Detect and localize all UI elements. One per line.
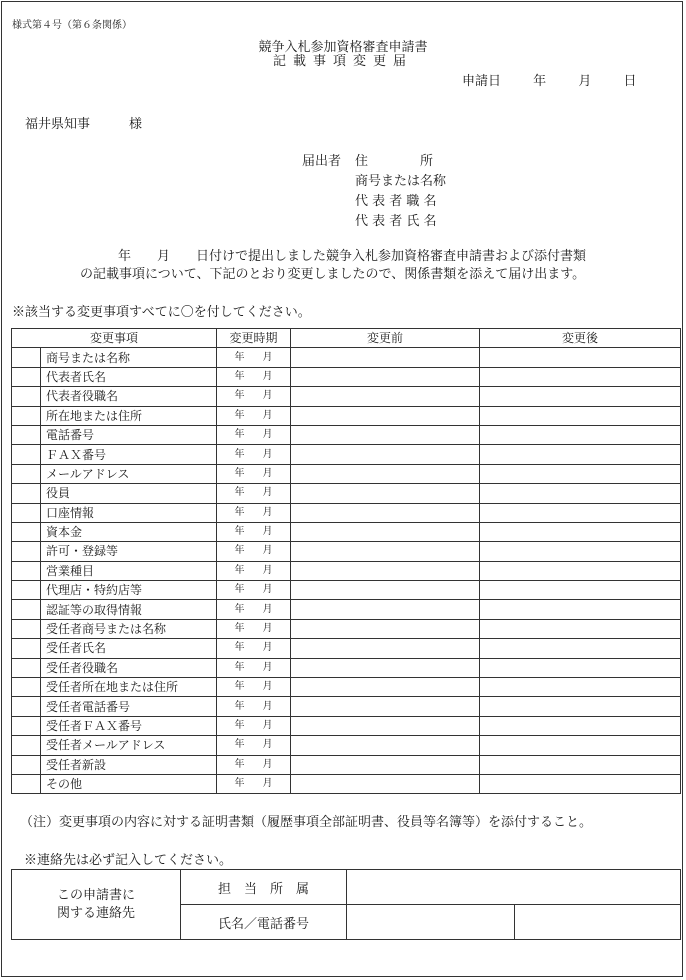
period-year: 年 (234, 506, 245, 518)
change-item-label: 所在地または住所 (41, 406, 217, 425)
before-value-cell[interactable] (291, 581, 480, 600)
change-item-label: 受任者ＦＡＸ番号 (41, 716, 217, 735)
before-value-cell[interactable] (291, 387, 480, 406)
change-item-label: 受任者所在地または住所 (41, 678, 217, 697)
contact-table (11, 869, 681, 940)
change-item-label: 認証等の取得情報 (41, 600, 217, 619)
table-row (12, 445, 681, 464)
period-year: 年 (234, 661, 245, 673)
change-item-label: 受任者電話番号 (41, 697, 217, 716)
table-row (12, 581, 681, 600)
change-item-label: 受任者新設 (41, 755, 217, 774)
table-row (12, 600, 681, 619)
period-year: 年 (234, 545, 245, 557)
period-year: 年 (234, 564, 245, 576)
period-year: 年 (234, 584, 245, 596)
check-mark-cell[interactable] (12, 716, 41, 735)
change-period-cell[interactable] (217, 542, 291, 561)
before-value-cell[interactable] (291, 697, 480, 716)
period-month: 月 (262, 739, 273, 751)
contact-heading-line2: 関する連絡先 (56, 905, 135, 921)
change-item-label: 代表者氏名 (41, 367, 217, 386)
period-month: 月 (262, 467, 273, 479)
check-mark-cell[interactable] (12, 658, 41, 677)
after-value-cell[interactable] (480, 445, 681, 464)
table-row (12, 522, 681, 541)
period-month: 月 (262, 720, 273, 731)
instruction-text: ※該当する変更事項すべてに〇を付してください。 (12, 305, 311, 320)
period-year: 年 (234, 758, 245, 770)
change-period-cell[interactable] (217, 600, 291, 619)
check-mark-cell[interactable] (12, 774, 41, 793)
change-item-label: 受任者氏名 (41, 639, 217, 658)
change-period-cell[interactable] (217, 387, 291, 406)
submitter-address-label: 住 所 (355, 154, 434, 169)
before-value-cell[interactable] (291, 561, 480, 580)
change-period-cell[interactable] (217, 755, 291, 774)
change-period-cell[interactable] (217, 678, 291, 697)
header-before: 変更前 (291, 329, 480, 348)
after-value-cell[interactable] (480, 600, 681, 619)
after-value-cell[interactable] (480, 367, 681, 386)
before-value-cell[interactable] (291, 445, 480, 464)
contact-heading (12, 870, 181, 940)
change-item-label: 口座情報 (41, 503, 217, 522)
change-item-label: その他 (41, 774, 217, 793)
period-year: 年 (234, 778, 245, 790)
change-item-label: 許可・登録等 (41, 542, 217, 561)
change-item-label: メールアドレス (41, 464, 217, 483)
table-row (12, 755, 681, 774)
check-mark-cell[interactable] (12, 542, 41, 561)
change-period-cell[interactable] (217, 484, 291, 503)
before-value-cell[interactable] (291, 503, 480, 522)
check-mark-cell[interactable] (12, 581, 41, 600)
check-mark-cell[interactable] (12, 445, 41, 464)
period-month: 月 (262, 487, 273, 499)
attachment-note: （注）変更事項の内容に対する証明書類（履歴事項全部証明書、役員等名簿等）を添付すること。 (20, 815, 593, 830)
period-month: 月 (262, 584, 273, 596)
after-value-cell[interactable] (480, 503, 681, 522)
period-month: 月 (262, 642, 273, 654)
period-month: 月 (262, 564, 273, 576)
period-month: 月 (262, 545, 273, 557)
change-item-label: 受任者メールアドレス (41, 736, 217, 755)
after-value-cell[interactable] (480, 697, 681, 716)
contact-heading-line1: この申請書に (56, 887, 135, 903)
change-item-label: 商号または名称 (41, 348, 217, 367)
change-period-cell[interactable] (217, 774, 291, 793)
change-period-cell[interactable] (217, 697, 291, 716)
notice-line-2: の記載事項について、下記のとおり変更しましたので、関係書類を添えて届け出ます。 (80, 267, 586, 282)
dept-label: 担 当 所 属 (181, 870, 347, 905)
table-row (12, 406, 681, 425)
date-day: 日 (623, 74, 637, 89)
period-month: 月 (262, 448, 273, 460)
period-year: 年 (234, 390, 245, 402)
after-value-cell[interactable] (480, 522, 681, 541)
after-value-cell[interactable] (480, 406, 681, 425)
period-year: 年 (234, 487, 245, 499)
check-mark-cell[interactable] (12, 503, 41, 522)
after-value-cell[interactable] (480, 639, 681, 658)
before-value-cell[interactable] (291, 367, 480, 386)
change-items-table (11, 328, 681, 794)
table-row (12, 464, 681, 483)
period-year: 年 (234, 370, 245, 382)
change-item-label: 代理店・特約店等 (41, 581, 217, 600)
name-phone-label: 氏名／電話番号 (181, 905, 347, 940)
table-row (12, 678, 681, 697)
phone-field[interactable] (515, 905, 681, 940)
change-period-cell[interactable] (217, 581, 291, 600)
header-change-period: 変更時期 (217, 329, 291, 348)
check-mark-cell[interactable] (12, 755, 41, 774)
change-period-cell[interactable] (217, 348, 291, 367)
change-period-cell[interactable] (217, 445, 291, 464)
change-period-cell[interactable] (217, 503, 291, 522)
after-value-cell[interactable] (480, 619, 681, 638)
change-item-label: 役員 (41, 484, 217, 503)
period-month: 月 (262, 681, 273, 693)
table-row (12, 348, 681, 367)
after-value-cell[interactable] (480, 774, 681, 793)
document-subtitle: 記載事項変更届 (272, 54, 413, 69)
period-year: 年 (234, 681, 245, 693)
table-header-row (12, 329, 681, 348)
before-value-cell[interactable] (291, 600, 480, 619)
change-period-cell[interactable] (217, 561, 291, 580)
period-month: 月 (262, 661, 273, 673)
table-row (12, 716, 681, 735)
before-value-cell[interactable] (291, 484, 480, 503)
period-month: 月 (262, 526, 273, 538)
after-value-cell[interactable] (480, 484, 681, 503)
period-month: 月 (262, 758, 273, 770)
table-row (12, 542, 681, 561)
addressee: 福井県知事 様 (25, 117, 143, 132)
change-period-cell[interactable] (217, 522, 291, 541)
after-value-cell[interactable] (480, 561, 681, 580)
change-item-label: ＦＡＸ番号 (41, 445, 217, 464)
table-row (12, 619, 681, 638)
check-mark-cell[interactable] (12, 639, 41, 658)
period-month: 月 (262, 778, 273, 790)
period-year: 年 (234, 603, 245, 615)
after-value-cell[interactable] (480, 716, 681, 735)
after-value-cell[interactable] (480, 348, 681, 367)
period-year: 年 (234, 700, 245, 712)
table-row (12, 561, 681, 580)
before-value-cell[interactable] (291, 736, 480, 755)
table-row (12, 697, 681, 716)
period-month: 月 (262, 700, 273, 712)
submitter-label: 届出者 (302, 154, 342, 169)
period-month: 月 (262, 506, 273, 518)
after-value-cell[interactable] (480, 542, 681, 561)
after-value-cell[interactable] (480, 658, 681, 677)
change-period-cell[interactable] (217, 619, 291, 638)
period-year: 年 (234, 351, 245, 363)
change-period-cell[interactable] (217, 658, 291, 677)
before-value-cell[interactable] (291, 619, 480, 638)
period-month: 月 (262, 390, 273, 402)
period-year: 年 (234, 448, 245, 460)
before-value-cell[interactable] (291, 716, 480, 735)
before-value-cell[interactable] (291, 755, 480, 774)
change-period-cell[interactable] (217, 406, 291, 425)
check-mark-cell[interactable] (12, 678, 41, 697)
period-year: 年 (234, 467, 245, 479)
period-year: 年 (234, 409, 245, 421)
notice-line-1: 年 月 日付けで提出しました競争入札参加資格審査申請書および添付書類 (118, 249, 587, 264)
check-mark-cell[interactable] (12, 697, 41, 716)
form-number: 様式第４号（第６条関係） (12, 20, 132, 31)
check-mark-cell[interactable] (12, 522, 41, 541)
period-month: 月 (262, 603, 273, 615)
before-value-cell[interactable] (291, 522, 480, 541)
check-mark-cell[interactable] (12, 367, 41, 386)
table-row (12, 639, 681, 658)
before-value-cell[interactable] (291, 425, 480, 444)
table-row (12, 484, 681, 503)
change-item-label: 資本金 (41, 522, 217, 541)
table-row (12, 425, 681, 444)
before-value-cell[interactable] (291, 464, 480, 483)
after-value-cell[interactable] (480, 387, 681, 406)
application-date (462, 75, 642, 88)
after-value-cell[interactable] (480, 464, 681, 483)
table-row (12, 503, 681, 522)
check-mark-cell[interactable] (12, 387, 41, 406)
check-mark-cell[interactable] (12, 619, 41, 638)
check-mark-cell[interactable] (12, 425, 41, 444)
check-mark-cell[interactable] (12, 736, 41, 755)
after-value-cell[interactable] (480, 425, 681, 444)
before-value-cell[interactable] (291, 658, 480, 677)
period-month: 月 (262, 409, 273, 421)
check-mark-cell[interactable] (12, 561, 41, 580)
before-value-cell[interactable] (291, 639, 480, 658)
period-year: 年 (234, 642, 245, 654)
table-row (12, 367, 681, 386)
before-value-cell[interactable] (291, 542, 480, 561)
period-month: 月 (262, 351, 273, 363)
submitter-company-label: 商号または名称 (355, 174, 447, 189)
check-mark-cell[interactable] (12, 600, 41, 619)
period-year: 年 (234, 720, 245, 731)
header-after: 変更後 (480, 329, 681, 348)
dept-field[interactable] (347, 870, 681, 905)
table-row (12, 736, 681, 755)
change-item-label: 電話番号 (41, 425, 217, 444)
change-item-label: 営業種目 (41, 561, 217, 580)
change-item-label: 受任者役職名 (41, 658, 217, 677)
document-title: 競争入札参加資格審査申請書 (258, 40, 428, 55)
before-value-cell[interactable] (291, 348, 480, 367)
period-year: 年 (234, 623, 245, 635)
period-month: 月 (262, 623, 273, 635)
submitter-title-label: 代 表 者 職 名 (355, 194, 437, 209)
change-item-label: 代表者役職名 (41, 387, 217, 406)
change-item-label: 受任者商号または名称 (41, 619, 217, 638)
after-value-cell[interactable] (480, 581, 681, 600)
check-mark-cell[interactable] (12, 484, 41, 503)
name-field[interactable] (347, 905, 515, 940)
contact-row-dept (12, 870, 681, 905)
after-value-cell[interactable] (480, 736, 681, 755)
change-period-cell[interactable] (217, 425, 291, 444)
header-change-item: 変更事項 (12, 329, 217, 348)
check-mark-cell[interactable] (12, 464, 41, 483)
change-period-cell[interactable] (217, 367, 291, 386)
before-value-cell[interactable] (291, 678, 480, 697)
contact-note: ※連絡先は必ず記入してください。 (24, 853, 233, 868)
check-mark-cell[interactable] (12, 348, 41, 367)
table-row (12, 774, 681, 793)
period-year: 年 (234, 429, 245, 441)
table-row (12, 658, 681, 677)
period-year: 年 (234, 739, 245, 751)
period-year: 年 (234, 526, 245, 538)
submitter-name-label: 代 表 者 氏 名 (355, 214, 437, 229)
date-label: 申請日 (462, 74, 502, 89)
after-value-cell[interactable] (480, 678, 681, 697)
period-month: 月 (262, 370, 273, 382)
before-value-cell[interactable] (291, 774, 480, 793)
change-period-cell[interactable] (217, 639, 291, 658)
before-value-cell[interactable] (291, 406, 480, 425)
date-year: 年 (533, 74, 547, 89)
after-value-cell[interactable] (480, 755, 681, 774)
check-mark-cell[interactable] (12, 406, 41, 425)
period-month: 月 (262, 429, 273, 441)
table-row (12, 387, 681, 406)
change-period-cell[interactable] (217, 736, 291, 755)
change-period-cell[interactable] (217, 716, 291, 735)
date-month: 月 (578, 74, 592, 89)
change-period-cell[interactable] (217, 464, 291, 483)
